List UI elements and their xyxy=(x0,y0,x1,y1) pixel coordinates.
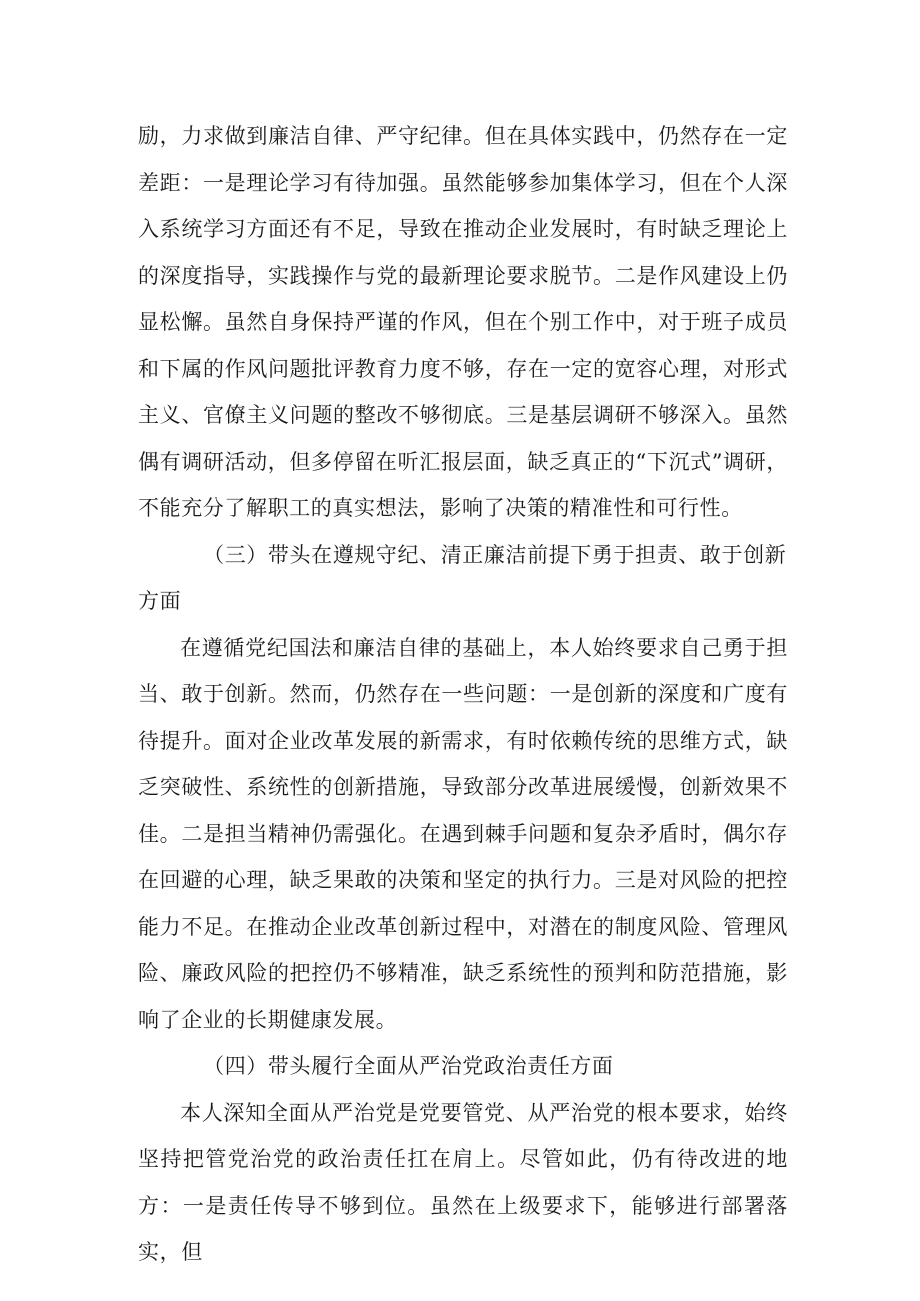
paragraph-section-3: 在遵循党纪国法和廉洁自律的基础上，本人始终要求自己勇于担当、敢于创新。然而，仍然存在一些问题：一是创新的深度和广度有待提升。面对企业改革发展的新需求，有时依赖传统的思维方式，缺乏突破性、系统性的创新措施，导致部分改革进展缓慢，创新效果不佳。二是担当精神仍需强化。在遇到棘手问题和复杂矛盾时，偶尔存在回避的心理，缺乏果敢的决策和坚定的执行力。三是对风险的把控能力不足。在推动企业改革创新过程中，对潜在的制度风险、管理风险、廉政风险的把控仍不够精准，缺乏系统性的预判和防范措施，影响了企业的长期健康发展。 xyxy=(138,635,788,1032)
paragraph-section-4: 本人深知全面从严治党是党要管党、从严治党的根本要求，始终坚持把管党治党的政治责任扛在肩上。尽管如此，仍有待改进的地方：一是责任传导不够到位。虽然在上级要求下，能够进行部署落实，但 xyxy=(138,1100,788,1264)
section-heading-3: （三）带头在遵规守纪、清正廉洁前提下勇于担责、敢于创新方面 xyxy=(138,542,787,613)
document-body xyxy=(138,113,788,1276)
paragraph-continuation: 励，力求做到廉洁自律、严守纪律。但在具体实践中，仍然存在一定差距：一是理论学习有待加强。虽然能够参加集体学习，但在个人深入系统学习方面还有不足，导致在推动企业发展时，有时缺乏理论上的深度指导，实践操作与党的最新理论要求脱节。二是作风建设上仍显松懈。虽然自身保持严谨的作风，但在个别工作中，对于班子成员和下属的作风问题批评教育力度不够，存在一定的宽容心理，对形式主义、官僚主义问题的整改不够彻底。三是基层调研不够深入。虽然偶有调研活动，但多停留在听汇报层面，缺乏真正的“下沉式”调研，不能充分了解职工的真实想法，影响了决策的精准性和可行性。 xyxy=(138,124,788,520)
section-heading-4: （四）带头履行全面从严治党政治责任方面 xyxy=(203,1054,614,1078)
